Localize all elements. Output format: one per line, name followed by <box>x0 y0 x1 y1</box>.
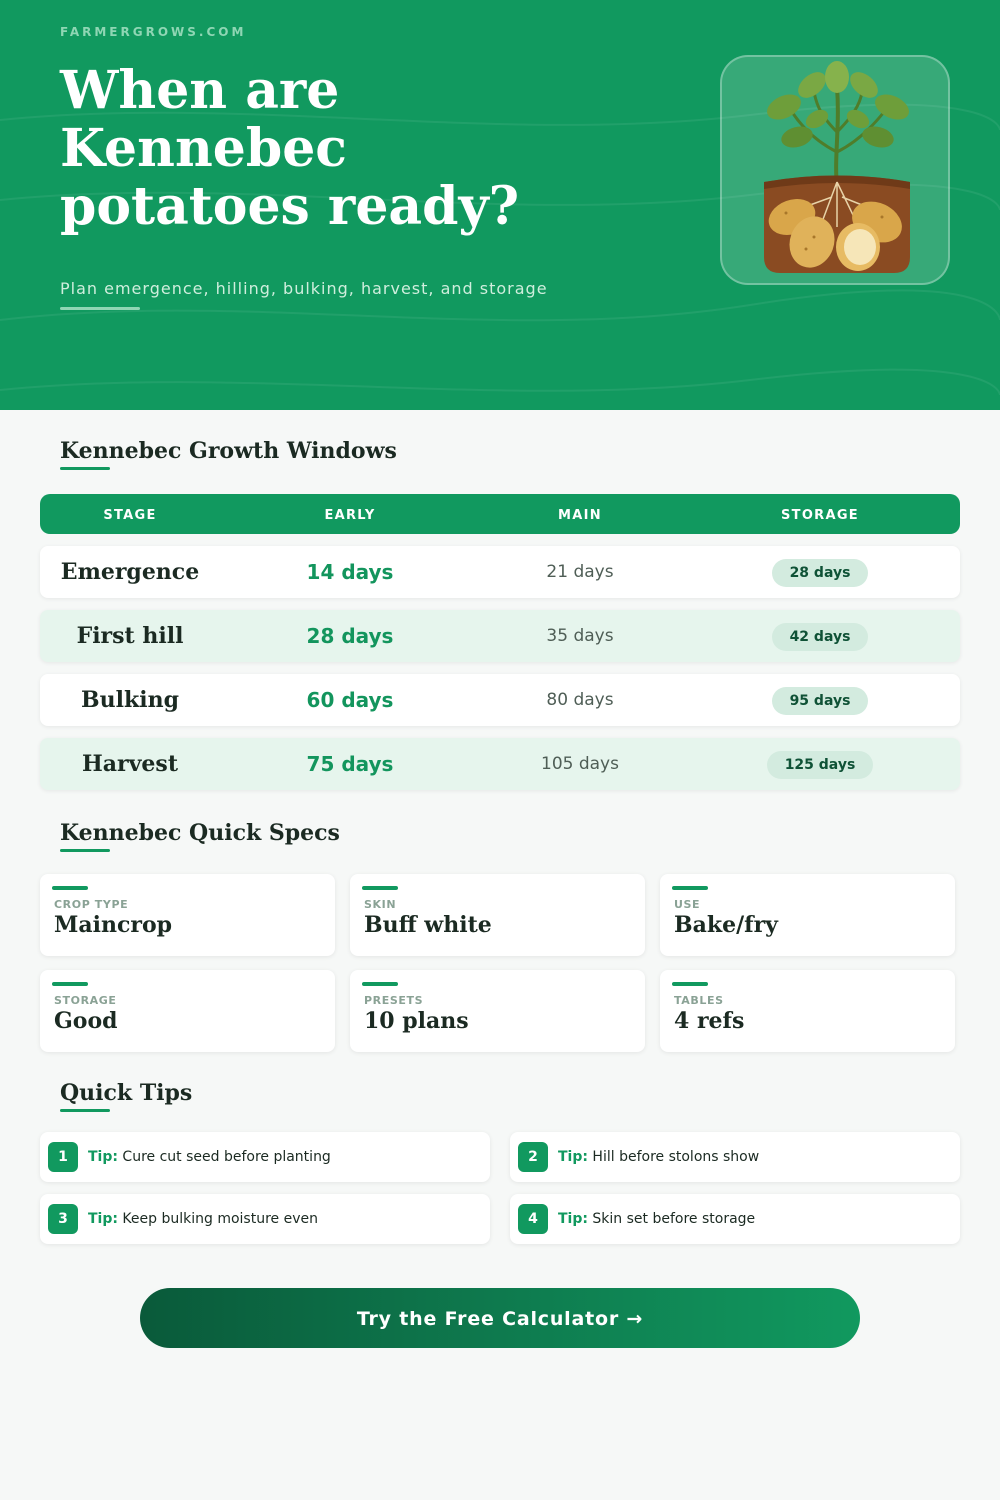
tip-body: Skin set before storage <box>592 1211 756 1227</box>
card-accent-bar <box>362 886 398 890</box>
tips-section-title: Quick Tips <box>60 1080 193 1106</box>
storage-cell <box>720 546 920 598</box>
column-header-storage: STORAGE <box>780 508 859 523</box>
free-calculator-button[interactable]: Try the Free Calculator → <box>140 1288 860 1348</box>
main-cell: 80 days <box>546 690 614 710</box>
tip-prefix: Tip: <box>558 1149 588 1165</box>
tip-number-badge: 4 <box>518 1204 548 1234</box>
tip-body: Cure cut seed before planting <box>122 1149 331 1165</box>
spec-label: STORAGE <box>54 994 117 1007</box>
page-title: When are Kennebec potatoes ready? <box>60 60 520 237</box>
potato-plant-icon <box>720 55 950 285</box>
column-header-main: MAIN <box>558 508 602 523</box>
card-accent-bar <box>52 886 88 890</box>
tip-text <box>88 1132 331 1182</box>
stage-cell: Bulking <box>81 687 179 713</box>
table-row <box>40 546 960 598</box>
tip-item <box>510 1194 960 1244</box>
spec-value: Good <box>54 1008 118 1034</box>
table-row <box>40 738 960 790</box>
early-cell: 60 days <box>306 688 394 712</box>
storage-badge: 28 days <box>772 559 869 587</box>
tip-text <box>558 1132 759 1182</box>
spec-card-skin <box>350 874 645 956</box>
stage-cell: Harvest <box>82 751 178 777</box>
hero-banner <box>0 0 1000 410</box>
storage-badge: 125 days <box>767 751 874 779</box>
tip-text <box>88 1194 318 1244</box>
spec-label: SKIN <box>364 898 397 911</box>
growth-section-title: Kennebec Growth Windows <box>60 438 397 464</box>
main-cell: 105 days <box>541 754 619 774</box>
main-cell: 35 days <box>546 626 614 646</box>
tip-item <box>510 1132 960 1182</box>
tip-number-badge: 3 <box>48 1204 78 1234</box>
table-row <box>40 674 960 726</box>
spec-card-use <box>660 874 955 956</box>
tip-number-badge: 2 <box>518 1142 548 1172</box>
tip-item <box>40 1132 490 1182</box>
storage-cell <box>720 674 920 726</box>
stage-cell: First hill <box>76 623 184 649</box>
tip-prefix: Tip: <box>558 1211 588 1227</box>
tip-text <box>558 1194 755 1244</box>
main-cell: 21 days <box>546 562 614 582</box>
growth-table-header <box>40 494 960 534</box>
storage-cell <box>720 610 920 662</box>
table-row <box>40 610 960 662</box>
early-cell: 75 days <box>306 752 394 776</box>
storage-badge: 42 days <box>772 623 869 651</box>
spec-label: PRESETS <box>364 994 424 1007</box>
tip-body: Hill before stolons show <box>592 1149 760 1165</box>
subtitle-underline <box>60 307 140 310</box>
storage-badge: 95 days <box>772 687 869 715</box>
card-accent-bar <box>52 982 88 986</box>
spec-card-tables <box>660 970 955 1052</box>
stage-cell: Emergence <box>60 559 200 585</box>
spec-label: TABLES <box>674 994 724 1007</box>
card-accent-bar <box>672 982 708 986</box>
growth-section-underline <box>60 467 110 470</box>
spec-card-storage <box>40 970 335 1052</box>
site-name: FARMERGROWS.COM <box>60 25 247 39</box>
spec-value: 4 refs <box>674 1008 745 1034</box>
spec-label: USE <box>674 898 701 911</box>
storage-cell <box>720 738 920 790</box>
specs-section-title: Kennebec Quick Specs <box>60 820 340 846</box>
spec-value: Bake/fry <box>674 912 778 938</box>
early-cell: 14 days <box>306 560 394 584</box>
specs-section-underline <box>60 849 110 852</box>
spec-card-presets <box>350 970 645 1052</box>
tip-prefix: Tip: <box>88 1149 118 1165</box>
tip-number-badge: 1 <box>48 1142 78 1172</box>
card-accent-bar <box>672 886 708 890</box>
spec-card-crop-type <box>40 874 335 956</box>
early-cell: 28 days <box>306 624 394 648</box>
spec-value: Buff white <box>364 912 492 938</box>
spec-value: 10 plans <box>364 1008 469 1034</box>
spec-value: Maincrop <box>54 912 173 938</box>
tip-body: Keep bulking moisture even <box>122 1211 318 1227</box>
tip-prefix: Tip: <box>88 1211 118 1227</box>
card-accent-bar <box>362 982 398 986</box>
tips-section-underline <box>60 1109 110 1112</box>
page-subtitle: Plan emergence, hilling, bulking, harvest, and storage <box>60 279 548 298</box>
column-header-early: EARLY <box>324 508 376 523</box>
tip-item <box>40 1194 490 1244</box>
spec-label: CROP TYPE <box>54 898 129 911</box>
column-header-stage: STAGE <box>103 508 157 523</box>
